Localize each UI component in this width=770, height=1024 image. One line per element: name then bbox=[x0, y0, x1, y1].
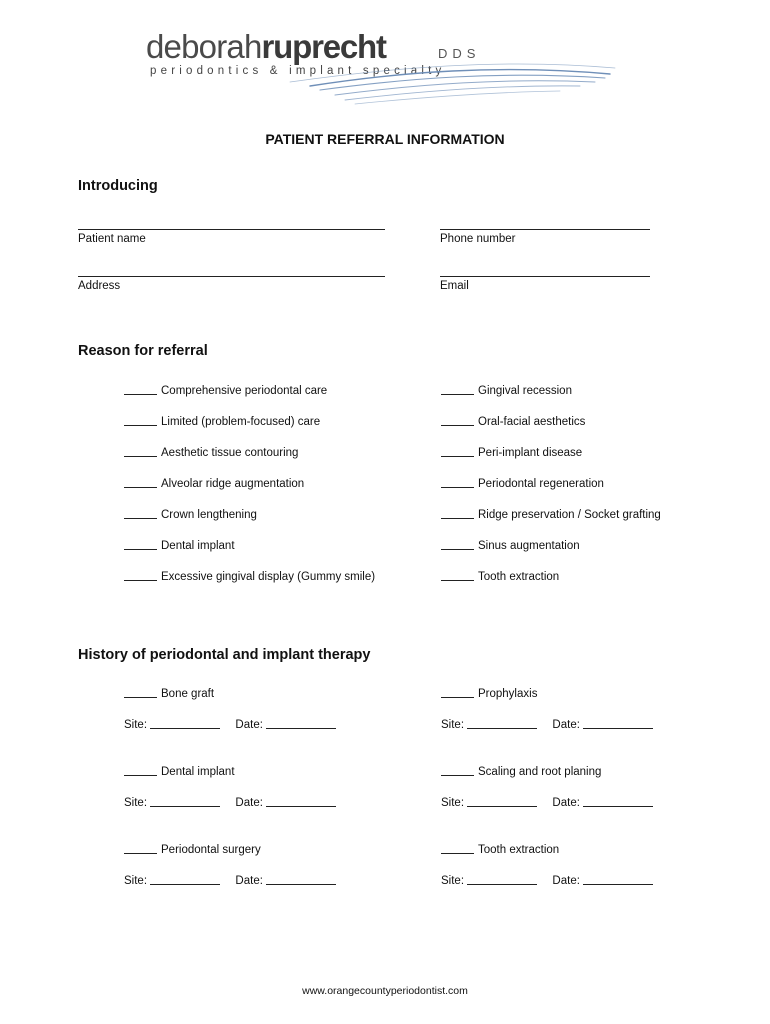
date-field[interactable] bbox=[583, 716, 653, 729]
logo-name-light: deborah bbox=[146, 28, 262, 65]
reason-item[interactable]: Crown lengthening bbox=[124, 506, 257, 521]
reason-item[interactable]: Alveolar ridge augmentation bbox=[124, 475, 304, 490]
checkbox-blank[interactable] bbox=[441, 763, 474, 776]
checkbox-blank[interactable] bbox=[124, 475, 157, 488]
logo-name-bold: ruprecht bbox=[261, 28, 386, 65]
date-field[interactable] bbox=[266, 794, 336, 807]
history-item[interactable]: Periodontal surgery bbox=[124, 841, 261, 856]
patient-name-label: Patient name bbox=[78, 233, 146, 245]
site-field[interactable] bbox=[150, 794, 220, 807]
checkbox-blank[interactable] bbox=[124, 506, 157, 519]
reason-item[interactable]: Sinus augmentation bbox=[441, 537, 580, 552]
date-field[interactable] bbox=[266, 872, 336, 885]
checkbox-blank[interactable] bbox=[441, 537, 474, 550]
history-item[interactable]: Bone graft bbox=[124, 685, 214, 700]
svg-text:deborahruprecht bbox=[146, 28, 387, 65]
checkbox-blank[interactable] bbox=[124, 444, 157, 457]
checkbox-blank[interactable] bbox=[124, 537, 157, 550]
checkbox-blank[interactable] bbox=[441, 685, 474, 698]
reason-item[interactable]: Comprehensive periodontal care bbox=[124, 382, 327, 397]
reason-item[interactable]: Peri-implant disease bbox=[441, 444, 582, 459]
history-item[interactable]: Scaling and root planing bbox=[441, 763, 601, 778]
email-label: Email bbox=[440, 280, 469, 292]
footer-website: www.orangecountyperiodontist.com bbox=[302, 985, 468, 997]
history-item[interactable]: Prophylaxis bbox=[441, 685, 537, 700]
checkbox-blank[interactable] bbox=[124, 685, 157, 698]
site-field[interactable] bbox=[467, 872, 537, 885]
site-date-row: Site: Date: bbox=[441, 716, 653, 731]
section-heading-introducing: Introducing bbox=[78, 178, 158, 194]
address-label: Address bbox=[78, 280, 121, 292]
checkbox-blank[interactable] bbox=[124, 382, 157, 395]
checkbox-blank[interactable] bbox=[441, 382, 474, 395]
email-field[interactable] bbox=[440, 276, 650, 277]
checkbox-blank[interactable] bbox=[441, 568, 474, 581]
checkbox-blank[interactable] bbox=[124, 568, 157, 581]
checkbox-blank[interactable] bbox=[441, 506, 474, 519]
checkbox-blank[interactable] bbox=[124, 763, 157, 776]
date-field[interactable] bbox=[266, 716, 336, 729]
site-field[interactable] bbox=[467, 716, 537, 729]
history-item[interactable]: Tooth extraction bbox=[441, 841, 559, 856]
checkbox-blank[interactable] bbox=[124, 841, 157, 854]
phone-number-field[interactable] bbox=[440, 229, 650, 230]
section-heading-reason: Reason for referral bbox=[78, 343, 208, 359]
document-title: PATIENT REFERRAL INFORMATION bbox=[265, 131, 505, 147]
phone-number-label: Phone number bbox=[440, 233, 516, 245]
checkbox-blank[interactable] bbox=[441, 444, 474, 457]
site-date-row: Site: Date: bbox=[124, 716, 336, 731]
address-field[interactable] bbox=[78, 276, 385, 277]
reason-item[interactable]: Excessive gingival display (Gummy smile) bbox=[124, 568, 375, 583]
site-field[interactable] bbox=[150, 716, 220, 729]
reason-item[interactable]: Aesthetic tissue contouring bbox=[124, 444, 298, 459]
logo-suffix: DDS bbox=[438, 46, 481, 61]
checkbox-blank[interactable] bbox=[441, 413, 474, 426]
patient-name-field[interactable] bbox=[78, 229, 385, 230]
site-date-row: Site: Date: bbox=[441, 794, 653, 809]
history-item[interactable]: Dental implant bbox=[124, 763, 235, 778]
reason-item[interactable]: Ridge preservation / Socket grafting bbox=[441, 506, 661, 521]
section-heading-history: History of periodontal and implant therapy bbox=[78, 647, 371, 663]
date-field[interactable] bbox=[583, 794, 653, 807]
site-date-row: Site: Date: bbox=[441, 872, 653, 887]
logo-tagline: periodontics & implant specialty bbox=[150, 65, 446, 77]
site-date-row: Site: Date: bbox=[124, 872, 336, 887]
reason-item[interactable]: Limited (problem-focused) care bbox=[124, 413, 320, 428]
reason-item[interactable]: Tooth extraction bbox=[441, 568, 559, 583]
site-field[interactable] bbox=[150, 872, 220, 885]
reason-item[interactable]: Oral-facial aesthetics bbox=[441, 413, 585, 428]
date-field[interactable] bbox=[583, 872, 653, 885]
checkbox-blank[interactable] bbox=[124, 413, 157, 426]
practice-logo bbox=[140, 24, 620, 114]
site-field[interactable] bbox=[467, 794, 537, 807]
reason-item[interactable]: Periodontal regeneration bbox=[441, 475, 604, 490]
reason-item[interactable]: Dental implant bbox=[124, 537, 235, 552]
checkbox-blank[interactable] bbox=[441, 475, 474, 488]
site-date-row: Site: Date: bbox=[124, 794, 336, 809]
reason-item[interactable]: Gingival recession bbox=[441, 382, 572, 397]
checkbox-blank[interactable] bbox=[441, 841, 474, 854]
